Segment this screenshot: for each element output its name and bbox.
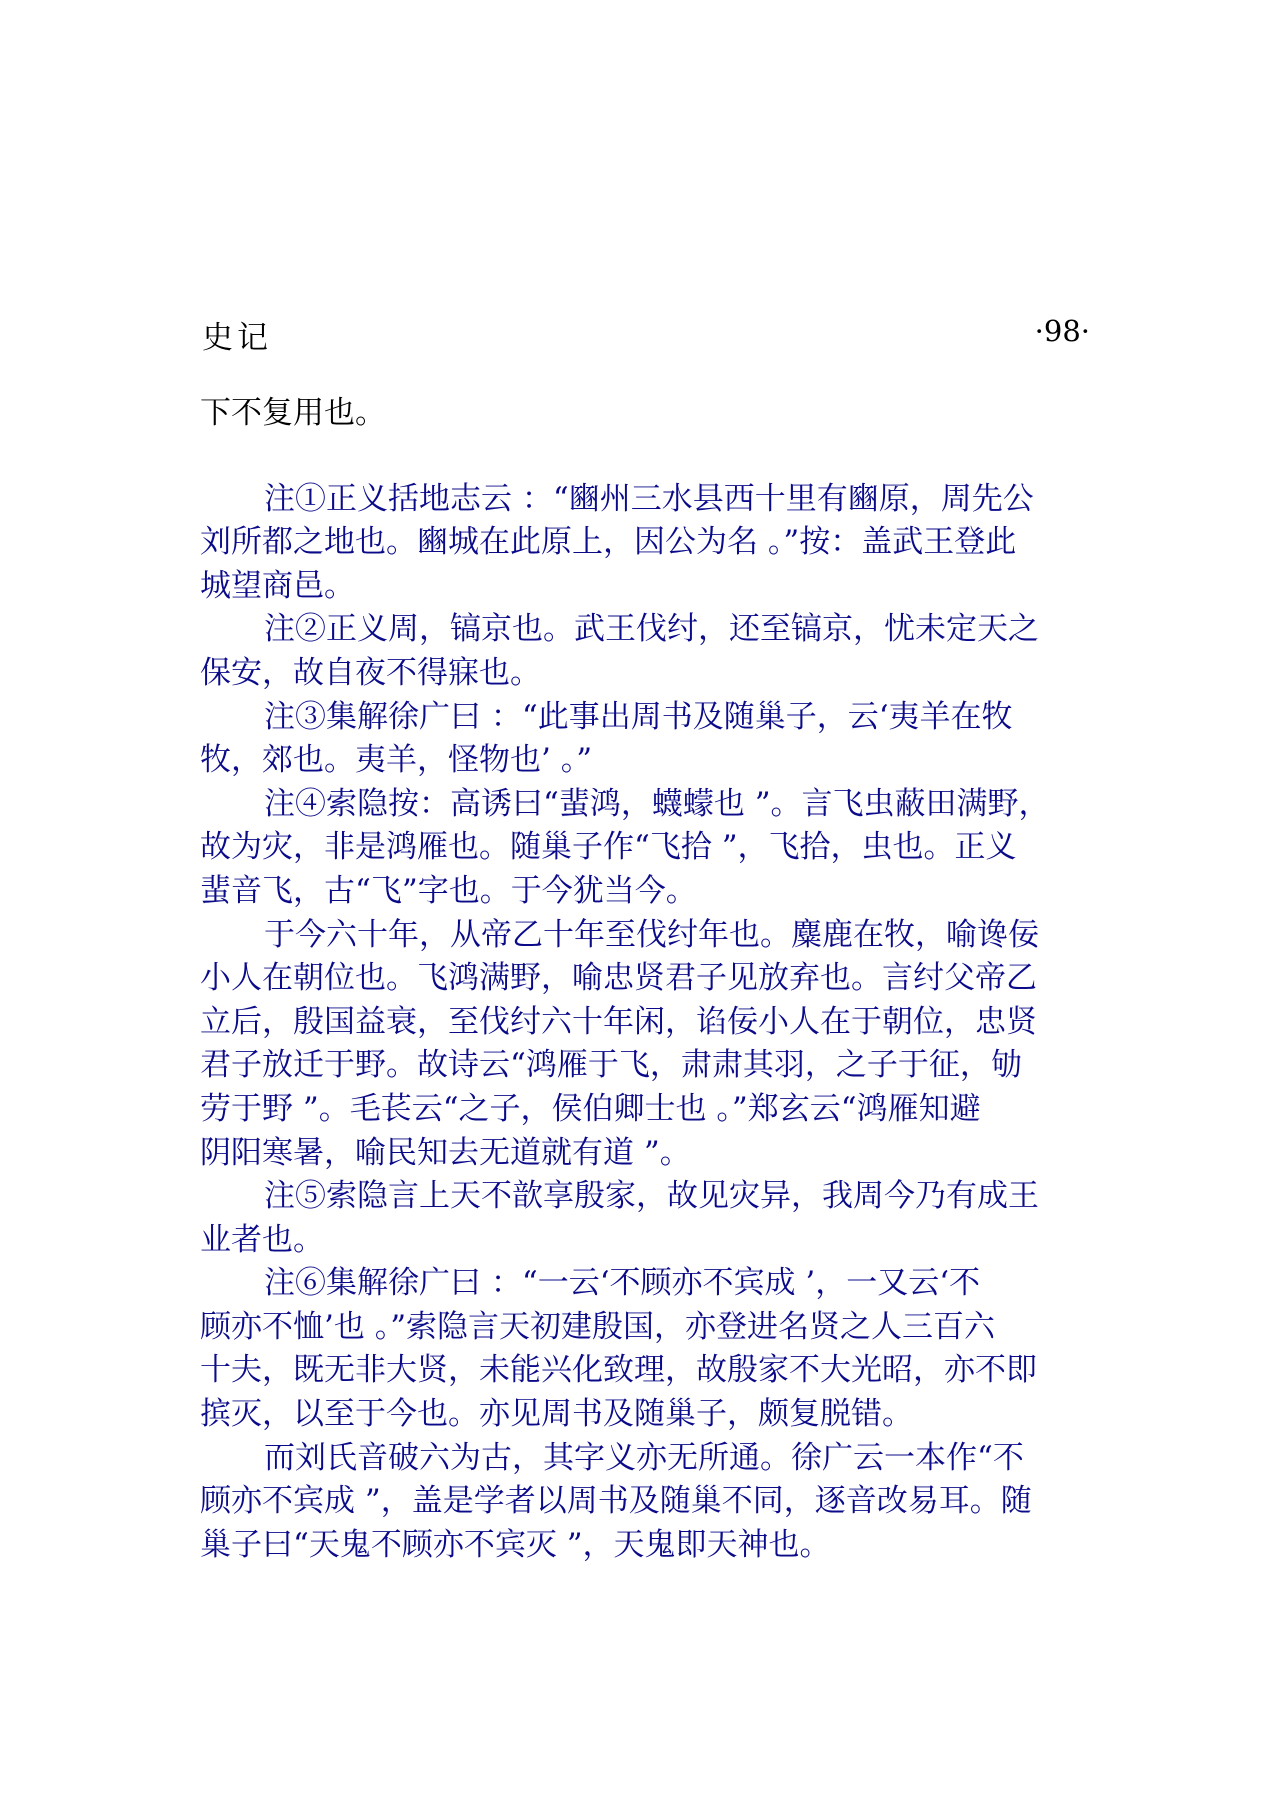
text-line: 立后，殷国益衰，至伐纣六十年闲，谄佞小人在于朝位，忠贤 — [200, 1003, 1037, 1040]
text-line: 阴阳寒暑，喻民知去无道就有道 ”。 — [200, 1134, 691, 1171]
text-line: 小人在朝位也。飞鸿满野，喻忠贤君子见放弃也。言纣父帝乙 — [200, 960, 1037, 997]
text-line: 牧，郊也。夷羊，怪物也’ 。” — [200, 742, 593, 779]
text-line: 注③集解徐广曰 ：“此事出周书及随巢子，云‘夷羊在牧 — [264, 698, 1013, 735]
text-line: 注①正义括地志云 ：“豳州三水县西十里有豳原，周先公 — [264, 480, 1034, 517]
text-line: 业者也。 — [200, 1221, 324, 1258]
body-text — [200, 392, 1092, 1567]
text-line: 劳于野 ”。毛苌云“之子，侯伯卿士也 。”郑玄云“鸿雁知避 — [200, 1090, 981, 1127]
text-line: 君子放迁于野。故诗云“鸿雁于飞，肃肃其羽，之子于征，劬 — [200, 1047, 1022, 1084]
text-line: 注⑤索隐言上天不歆享殷家，故见灾异，我周今乃有成王 — [264, 1178, 1039, 1215]
text-line: 顾亦不宾成 ”，盖是学者以周书及随巢不同，逐音改易耳。随 — [200, 1483, 1032, 1520]
text-line: 注②正义周，镐京也。武王伐纣，还至镐京，忧未定天之 — [264, 611, 1039, 648]
text-line: 保安，故自夜不得寐也。 — [200, 654, 541, 691]
page-header — [202, 312, 1090, 360]
text-line: 于今六十年，从帝乙十年至伐纣年也。麋鹿在牧，喻谗佞 — [264, 916, 1039, 953]
text-line: 巢子曰“天鬼不顾亦不宾灭 ”，天鬼即天神也。 — [200, 1526, 831, 1563]
text-line: 蜚音飞，古“飞”字也。于今犹当今。 — [200, 872, 697, 909]
text-line: 注④索隐按：高诱曰“蜚鸿，蠛蠓也 ”。言飞虫蔽田满野， — [264, 785, 1050, 822]
text-line: 刘所都之地也。豳城在此原上，因公为名 。”按：盖武王登此 — [200, 524, 1017, 561]
text-line: 摈灭，以至于今也。亦见周书及随巢子，颇复脱错。 — [200, 1396, 913, 1433]
text-line: 顾亦不恤’也 。”索隐言天初建殷国，亦登进名贤之人三百六 — [200, 1308, 996, 1345]
book-title: 史记 — [202, 320, 272, 356]
text-line: 下不复用也。 — [200, 395, 386, 431]
page-number: ·98· — [1034, 314, 1090, 348]
text-line: 注⑥集解徐广曰 ：“一云‘不顾亦不宾成 ’，一又云‘不 — [264, 1265, 981, 1302]
text-line: 十夫，既无非大贤，未能兴化致理，故殷家不大光昭，亦不即 — [200, 1352, 1037, 1389]
text-line: 城望商邑。 — [200, 567, 355, 604]
text-line: 而刘氏音破六为古，其字义亦无所通。徐广云一本作“不 — [264, 1439, 1024, 1476]
text-line: 故为灾，非是鸿雁也。随巢子作“飞拾 ”，飞拾，虫也。正义 — [200, 829, 1017, 866]
